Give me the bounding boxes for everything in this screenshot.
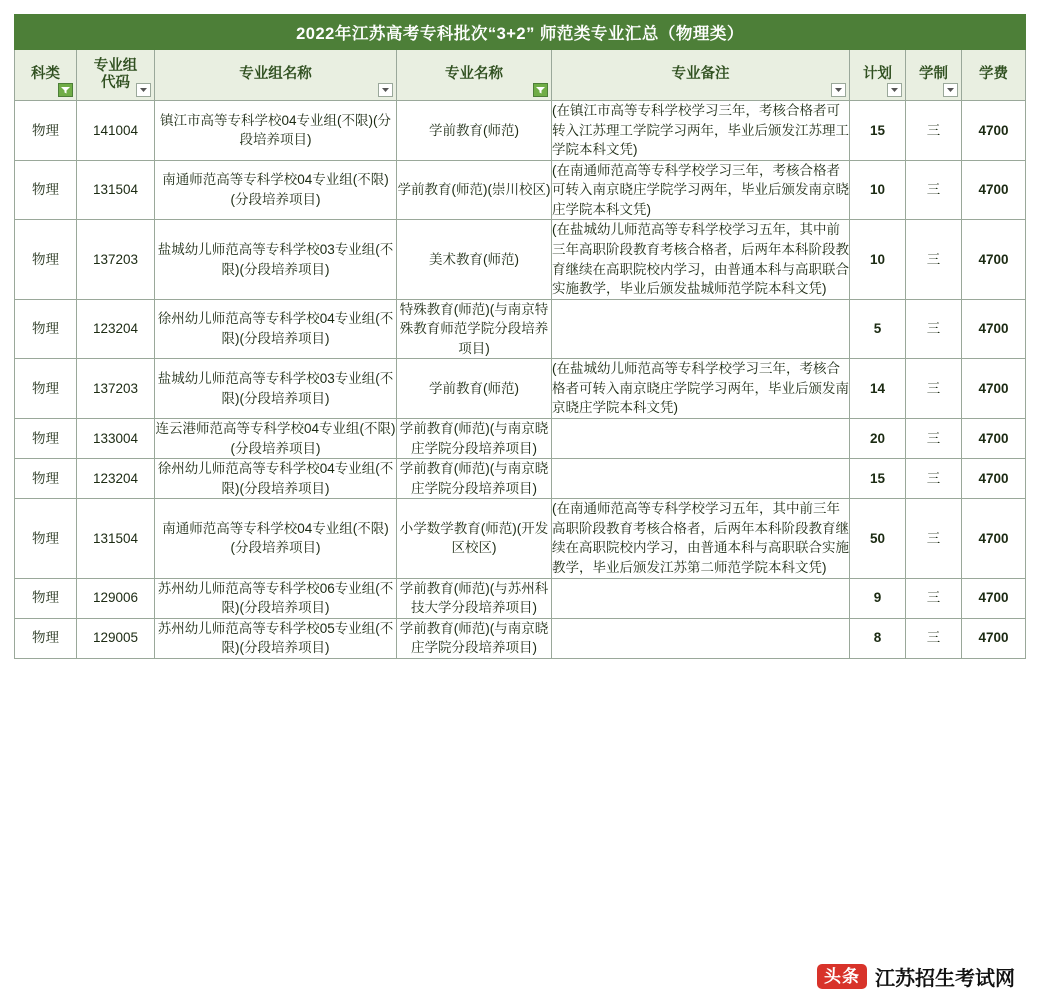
table-row [15,419,1026,459]
cell-group: 盐城幼儿师范高等专科学校03专业组(不限)(分段培养项目) [155,220,397,299]
cell-major: 美术教育(师范) [397,220,552,299]
column-header-kelei [15,50,77,101]
cell-plan: 8 [850,618,906,658]
filter-icon-major[interactable] [533,83,548,97]
cell-major: 学前教育(师范) [397,101,552,161]
cell-plan: 50 [850,499,906,578]
cell-plan: 10 [850,220,906,299]
table-row [15,459,1026,499]
cell-code: 137203 [77,220,155,299]
cell-major: 学前教育(师范)(与苏州科技大学分段培养项目) [397,578,552,618]
cell-group: 南通师范高等专科学校04专业组(不限)(分段培养项目) [155,160,397,220]
cell-kelei: 物理 [15,299,77,359]
cell-xuezhi: 三 [906,160,962,220]
cell-remark: (在盐城幼儿师范高等专科学校学习三年，考核合格者可转入南京晓庄学院学习两年，毕业后颁发南京晓庄学院本科文凭) [552,359,850,419]
cell-fee: 4700 [962,618,1026,658]
table-row [15,220,1026,299]
cell-group: 徐州幼儿师范高等专科学校04专业组(不限)(分段培养项目) [155,459,397,499]
cell-plan: 10 [850,160,906,220]
table-title-row [15,15,1026,50]
cell-kelei: 物理 [15,459,77,499]
cell-major: 学前教育(师范)(与南京晓庄学院分段培养项目) [397,618,552,658]
cell-code: 123204 [77,459,155,499]
cell-major: 学前教育(师范)(崇川校区) [397,160,552,220]
cell-fee: 4700 [962,101,1026,161]
cell-fee: 4700 [962,499,1026,578]
toutiao-logo-icon: 头条 [817,964,867,989]
cell-xuezhi: 三 [906,419,962,459]
filter-icon-plan[interactable] [887,83,902,97]
cell-xuezhi: 三 [906,618,962,658]
column-header-major-label: 专业名称 [445,66,503,83]
cell-xuezhi: 三 [906,578,962,618]
column-header-remark-label: 专业备注 [671,66,730,83]
cell-xuezhi: 三 [906,299,962,359]
cell-kelei: 物理 [15,419,77,459]
cell-group: 连云港师范高等专科学校04专业组(不限)(分段培养项目) [155,419,397,459]
cell-major: 学前教育(师范)(与南京晓庄学院分段培养项目) [397,419,552,459]
cell-kelei: 物理 [15,578,77,618]
column-header-xuezhi-label: 学制 [919,66,948,83]
column-header-plan-label: 计划 [863,66,892,83]
cell-code: 141004 [77,101,155,161]
cell-plan: 14 [850,359,906,419]
cell-code: 137203 [77,359,155,419]
cell-xuezhi: 三 [906,499,962,578]
cell-group: 苏州幼儿师范高等专科学校05专业组(不限)(分段培养项目) [155,618,397,658]
cell-fee: 4700 [962,359,1026,419]
cell-xuezhi: 三 [906,459,962,499]
cell-kelei: 物理 [15,618,77,658]
column-header-remark [552,50,850,101]
cell-fee: 4700 [962,578,1026,618]
column-header-code-label-2: 代码 [101,75,130,91]
column-header-kelei-label: 科类 [31,66,60,83]
cell-code: 131504 [77,160,155,220]
filter-icon-remark[interactable] [831,83,846,97]
cell-xuezhi: 三 [906,359,962,419]
cell-plan: 5 [850,299,906,359]
cell-remark: (在南通师范高等专科学校学习五年，其中前三年高职阶段教育考核合格者，后两年本科阶段教育继续在高职院校内学习，由普通本科与高职联合实施教学，毕业后颁发江苏第二师范学院本科文凭) [552,499,850,578]
table-row [15,578,1026,618]
column-header-plan [850,50,906,101]
cell-fee: 4700 [962,160,1026,220]
cell-major: 学前教育(师范)(与南京晓庄学院分段培养项目) [397,459,552,499]
column-header-fee [962,50,1026,101]
cell-code: 129006 [77,578,155,618]
filter-icon-group[interactable] [378,83,393,97]
cell-xuezhi: 三 [906,101,962,161]
cell-fee: 4700 [962,299,1026,359]
cell-plan: 15 [850,459,906,499]
column-header-fee-label: 学费 [979,66,1009,83]
cell-major: 特殊教育(师范)(与南京特殊教育师范学院分段培养项目) [397,299,552,359]
cell-major: 小学数学教育(师范)(开发区校区) [397,499,552,578]
data-table [14,14,1026,659]
cell-remark [552,618,850,658]
cell-plan: 9 [850,578,906,618]
cell-major: 学前教育(师范) [397,359,552,419]
column-header-xuezhi [906,50,962,101]
cell-code: 123204 [77,299,155,359]
cell-xuezhi: 三 [906,220,962,299]
cell-kelei: 物理 [15,499,77,578]
cell-remark [552,419,850,459]
filter-icon-xuezhi[interactable] [943,83,958,97]
table-row [15,359,1026,419]
cell-fee: 4700 [962,459,1026,499]
table-row [15,299,1026,359]
page-title: 2022年江苏高考专科批次“3+2” 师范类专业汇总（物理类） [15,15,1026,50]
cell-kelei: 物理 [15,220,77,299]
cell-code: 129005 [77,618,155,658]
footer-brand [817,962,1015,991]
table-row [15,101,1026,161]
cell-fee: 4700 [962,419,1026,459]
filter-icon-code[interactable] [136,83,151,97]
cell-fee: 4700 [962,220,1026,299]
cell-remark [552,578,850,618]
column-header-group-label: 专业组名称 [239,66,312,83]
cell-remark: (在盐城幼儿师范高等专科学校学习五年，其中前三年高职阶段教育考核合格者，后两年本科阶段教育继续在高职院校内学习，由普通本科与高职联合实施教学，毕业后颁发盐城师范学院本科文凭) [552,220,850,299]
cell-code: 133004 [77,419,155,459]
column-header-group [155,50,397,101]
cell-group: 南通师范高等专科学校04专业组(不限)(分段培养项目) [155,499,397,578]
table-row [15,160,1026,220]
cell-code: 131504 [77,499,155,578]
cell-kelei: 物理 [15,101,77,161]
brand-name: 江苏招生考试网 [875,968,1015,990]
cell-group: 徐州幼儿师范高等专科学校04专业组(不限)(分段培养项目) [155,299,397,359]
cell-group: 盐城幼儿师范高等专科学校03专业组(不限)(分段培养项目) [155,359,397,419]
column-header-code-label-1: 专业组 [93,57,138,74]
table-row [15,499,1026,578]
cell-plan: 20 [850,419,906,459]
column-header-major [397,50,552,101]
cell-group: 苏州幼儿师范高等专科学校06专业组(不限)(分段培养项目) [155,578,397,618]
cell-kelei: 物理 [15,160,77,220]
filter-icon-kelei[interactable] [58,83,73,97]
cell-plan: 15 [850,101,906,161]
table-row [15,618,1026,658]
cell-remark: (在南通师范高等专科学校学习三年，考核合格者可转入南京晓庄学院学习两年，毕业后颁发南京晓庄学院本科文凭) [552,160,850,220]
cell-group: 镇江市高等专科学校04专业组(不限)(分段培养项目) [155,101,397,161]
table-header-row [15,50,1026,101]
cell-remark [552,459,850,499]
column-header-code [77,50,155,101]
cell-kelei: 物理 [15,359,77,419]
cell-remark: (在镇江市高等专科学校学习三年，考核合格者可转入江苏理工学院学习两年，毕业后颁发江苏理工学院本科文凭) [552,101,850,161]
cell-remark [552,299,850,359]
